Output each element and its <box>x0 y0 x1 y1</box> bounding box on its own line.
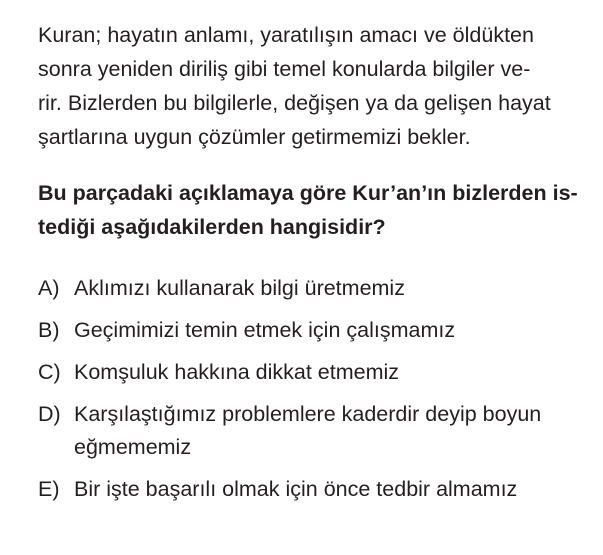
question-page <box>38 18 586 515</box>
option-e[interactable] <box>38 473 586 506</box>
option-text <box>74 272 586 305</box>
passage-line: rir. Bizlerden bu bilgilerle, değişen ya da gelişen hayat <box>38 91 551 115</box>
question-line: Bu parçadaki açıklamaya göre Kur’an’ın bizlerden is- <box>38 181 578 205</box>
option-text <box>74 398 586 464</box>
passage-line: Kuran; hayatın anlamı, yaratılışın amacı ve öldükten <box>38 23 534 47</box>
option-d[interactable] <box>38 398 586 464</box>
option-letter: C) <box>38 360 61 384</box>
option-text-line: Bir işte başarılı olmak için önce tedbir almamız <box>74 477 518 501</box>
answer-options <box>38 272 586 506</box>
option-b[interactable] <box>38 314 586 347</box>
option-a[interactable] <box>38 272 586 305</box>
option-text-line: Geçimimizi temin etmek için çalışmamız <box>74 318 456 342</box>
option-text-line: eğmememiz <box>74 435 192 459</box>
option-letter: E) <box>38 477 60 501</box>
question-stem <box>38 176 586 244</box>
option-text-line: Aklımızı kullanarak bilgi üretmemiz <box>74 276 405 300</box>
question-line: tediği aşağıdakilerden hangisidir? <box>38 215 386 239</box>
option-letter: A) <box>38 276 60 300</box>
option-text <box>74 356 586 389</box>
option-letter: B) <box>38 318 60 342</box>
option-text <box>74 314 586 347</box>
option-c[interactable] <box>38 356 586 389</box>
passage <box>38 18 586 154</box>
option-letter: D) <box>38 402 61 426</box>
option-text <box>74 473 586 506</box>
option-text-line: Komşuluk hakkına dikkat etmemiz <box>74 360 400 384</box>
passage-line: şartlarına uygun çözümler getirmemizi bekler. <box>38 125 471 149</box>
option-text-line: Karşılaştığımız problemlere kaderdir deyip boyun <box>74 402 542 426</box>
passage-line: sonra yeniden diriliş gibi temel konularda bilgiler ve- <box>38 57 531 81</box>
